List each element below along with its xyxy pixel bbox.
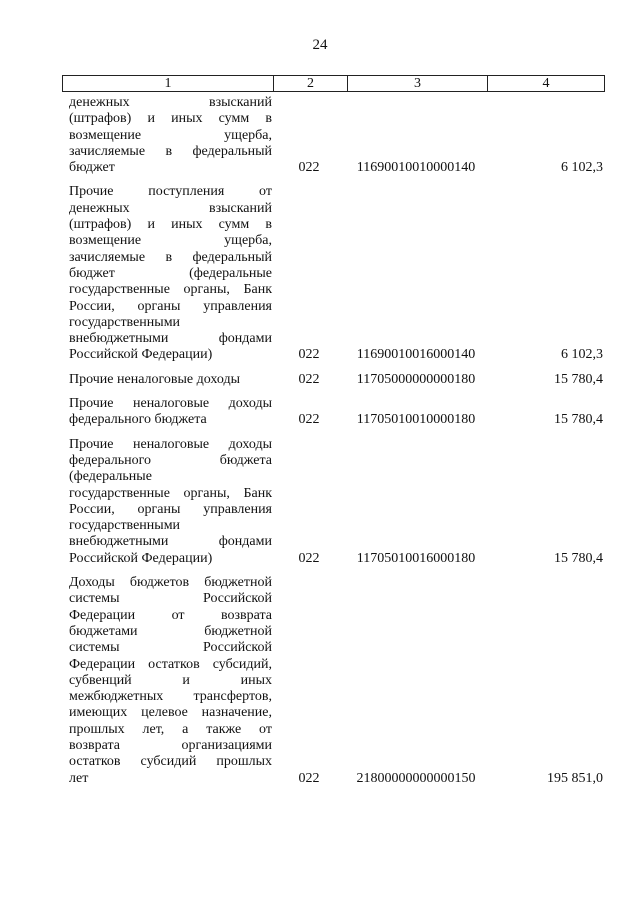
description-line: лет bbox=[69, 770, 89, 786]
budget-classification-code: 11705000000000180 bbox=[356, 371, 476, 387]
description-line: Федерации от возврата bbox=[69, 607, 272, 623]
description-line: имеющих целевое назначение, bbox=[69, 705, 272, 721]
table-row bbox=[62, 95, 605, 176]
row-description bbox=[62, 575, 272, 787]
table-row bbox=[62, 184, 605, 363]
header-col-4: 4 bbox=[487, 76, 604, 91]
description-line: системы Российской bbox=[69, 591, 272, 607]
description-line: Прочие поступления от bbox=[69, 184, 272, 200]
description-line: (федеральные bbox=[69, 469, 152, 485]
amount: 15 780,4 bbox=[554, 550, 603, 566]
description-line: субвенций и иных bbox=[69, 672, 272, 688]
amount: 195 851,0 bbox=[547, 770, 603, 786]
description-line: системы Российской bbox=[69, 640, 272, 656]
header-col-1: 1 bbox=[164, 76, 172, 91]
admin-code: 022 bbox=[298, 160, 320, 176]
row-description bbox=[62, 95, 272, 176]
page-number: 24 bbox=[312, 37, 328, 53]
description-line: прошлых лет, а также от bbox=[69, 721, 272, 737]
description-line: бюджет (федеральные bbox=[69, 265, 272, 281]
header-col-2: 2 bbox=[273, 76, 347, 91]
row-description bbox=[62, 372, 272, 388]
description-line: России, органы управления bbox=[69, 501, 272, 517]
amount: 15 780,4 bbox=[554, 412, 603, 428]
budget-classification-code: 11705010010000180 bbox=[356, 412, 476, 428]
table-header bbox=[62, 75, 605, 92]
description-line: возврата организациями bbox=[69, 737, 272, 753]
description-line: Российской Федерации) bbox=[69, 347, 213, 363]
admin-code: 022 bbox=[298, 412, 320, 428]
description-line: денежных взысканий bbox=[69, 200, 272, 216]
admin-code: 022 bbox=[298, 550, 320, 566]
admin-code: 022 bbox=[298, 770, 320, 786]
description-line: государственными bbox=[69, 314, 181, 330]
description-line: зачисляемые в федеральный bbox=[69, 143, 272, 159]
description-line: России, органы управления bbox=[69, 298, 272, 314]
row-description bbox=[62, 396, 272, 429]
description-line: (штрафов) и иных сумм в bbox=[69, 217, 272, 233]
description-line: возмещение ущерба, bbox=[69, 233, 272, 249]
table-row bbox=[62, 372, 605, 388]
description-line: государственные органы, Банк bbox=[69, 282, 272, 298]
description-line: внебюджетными фондами bbox=[69, 534, 272, 550]
description-line: государственными bbox=[69, 518, 181, 534]
budget-classification-code: 21800000000000150 bbox=[356, 770, 476, 786]
admin-code: 022 bbox=[298, 371, 320, 387]
description-line: Прочие неналоговые доходы bbox=[69, 396, 272, 412]
table-body bbox=[62, 95, 605, 787]
row-description bbox=[62, 184, 272, 363]
description-line: бюджетами бюджетной bbox=[69, 623, 272, 639]
description-line: бюджет bbox=[69, 160, 115, 176]
header-col-3: 3 bbox=[347, 76, 487, 91]
budget-classification-code: 11690010016000140 bbox=[356, 347, 476, 363]
description-line: межбюджетных трансфертов, bbox=[69, 689, 272, 705]
table-row bbox=[62, 396, 605, 429]
row-description bbox=[62, 437, 272, 567]
description-line: Прочие неналоговые доходы bbox=[69, 371, 241, 387]
description-line: внебюджетными фондами bbox=[69, 331, 272, 347]
description-line: возмещение ущерба, bbox=[69, 127, 272, 143]
table-row bbox=[62, 437, 605, 567]
budget-classification-code: 11705010016000180 bbox=[356, 550, 476, 566]
budget-classification-code: 11690010010000140 bbox=[356, 160, 476, 176]
amount: 6 102,3 bbox=[561, 160, 603, 176]
description-line: (штрафов) и иных сумм в bbox=[69, 111, 272, 127]
description-line: Федерации остатков субсидий, bbox=[69, 656, 272, 672]
amount: 15 780,4 bbox=[554, 371, 603, 387]
description-line: федерального бюджета bbox=[69, 412, 207, 428]
amount: 6 102,3 bbox=[561, 347, 603, 363]
description-line: государственные органы, Банк bbox=[69, 485, 272, 501]
description-line: Доходы бюджетов бюджетной bbox=[69, 575, 272, 591]
table-row bbox=[62, 575, 605, 787]
description-line: денежных взысканий bbox=[69, 95, 272, 110]
description-line: федерального бюджета bbox=[69, 452, 272, 468]
description-line: зачисляемые в федеральный bbox=[69, 249, 272, 265]
description-line: Прочие неналоговые доходы bbox=[69, 436, 272, 452]
admin-code: 022 bbox=[298, 347, 320, 363]
description-line: остатков субсидий прошлых bbox=[69, 754, 272, 770]
description-line: Российской Федерации) bbox=[69, 550, 213, 566]
